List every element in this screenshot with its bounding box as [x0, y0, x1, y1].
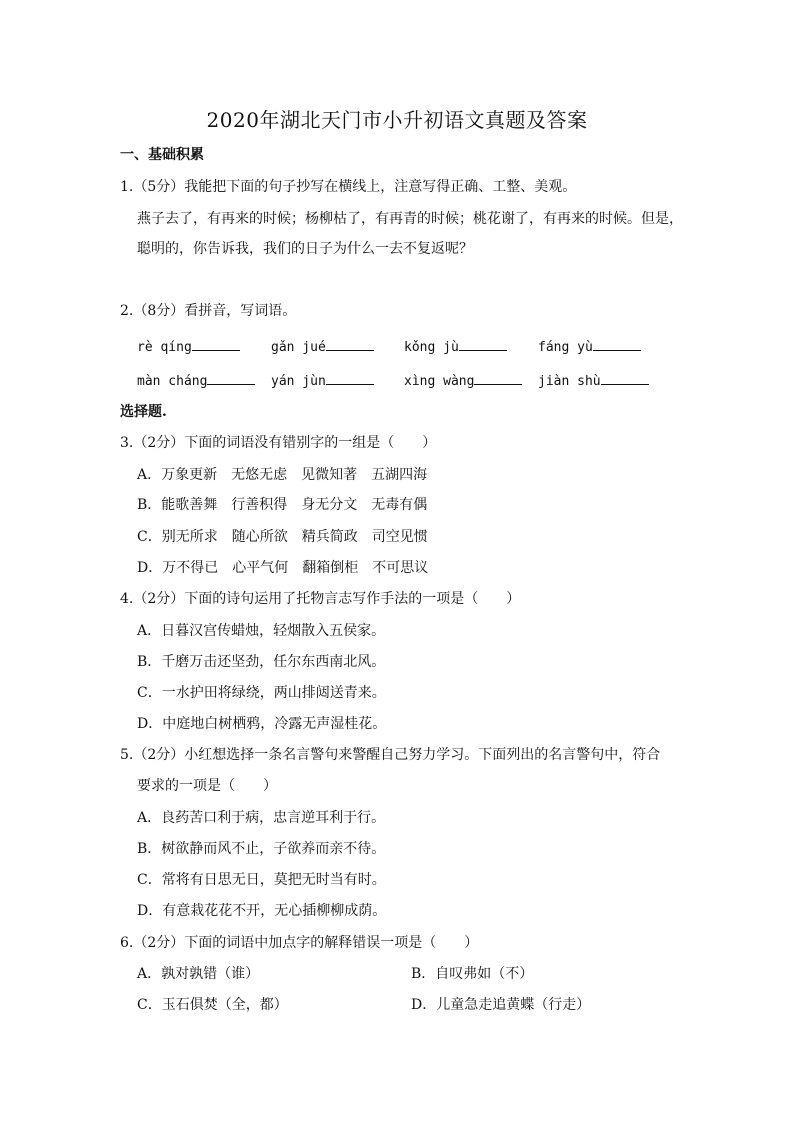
pinyin-text: rè qíng	[137, 340, 192, 355]
pinyin-text: yán jùn	[271, 374, 326, 389]
question-4-option-b[interactable]: B．千磨万击还坚劲，任尔东西南北风。	[137, 654, 386, 670]
answer-blank[interactable]	[326, 372, 374, 385]
question-1-stem: 1.（5分）我能把下面的句子抄写在横线上，注意写得正确、工整、美观。	[120, 179, 577, 195]
question-4-stem: 4.（2分）下面的诗句运用了托物言志写作手法的一项是（ ）	[120, 591, 521, 607]
question-1-passage-line-1: 燕子去了，有再来的时候；杨柳枯了，有再青的时候；桃花谢了，有再来的时候。但是，	[137, 211, 683, 227]
pinyin-text: kǒng jù	[404, 340, 459, 355]
answer-blank[interactable]	[326, 338, 374, 351]
question-5-option-a[interactable]: A．良药苦口利于病，忠言逆耳利于行。	[137, 810, 386, 826]
question-6-option-b[interactable]: B．自叹弗如（不）	[411, 966, 534, 982]
question-3-option-c[interactable]: C．别无所求 随心所欲 精兵简政 司空见惯	[137, 529, 428, 545]
answer-blank[interactable]	[601, 372, 649, 385]
question-3-stem: 3.（2分）下面的词语没有错别字的一组是（ ）	[120, 435, 437, 451]
question-6-stem: 6.（2分）下面的词语中加点字的解释错误一项是（ ）	[120, 935, 479, 951]
pinyin-item	[538, 372, 649, 391]
question-6-option-a[interactable]: A．孰对孰错（谁）	[137, 966, 260, 982]
pinyin-text: fáng yù	[538, 340, 593, 355]
pinyin-item	[271, 372, 374, 391]
document-title: 2020年湖北天门市小升初语文真题及答案	[206, 108, 588, 132]
section-heading-choice: 选择题.	[120, 404, 167, 420]
pinyin-text: màn cháng	[137, 374, 208, 389]
question-4-option-c[interactable]: C．一水护田将绿绕，两山排闼送青来。	[137, 685, 386, 701]
answer-blank[interactable]	[207, 372, 255, 385]
question-5-option-c[interactable]: C．常将有日思无日，莫把无时当有时。	[137, 872, 386, 888]
section-heading-basic: 一、基础积累	[120, 147, 204, 163]
pinyin-item	[271, 338, 374, 357]
question-2-stem: 2.（8分）看拼音，写词语。	[120, 303, 297, 319]
answer-blank[interactable]	[192, 338, 240, 351]
question-5-stem: 5.（2分）小红想选择一条名言警句来警醒自己努力学习。下面列出的名言警句中，符合	[120, 747, 661, 763]
pinyin-text: jiàn shù	[538, 374, 601, 389]
question-3-option-d[interactable]: D．万不得已 心平气何 翻箱倒柜 不可思议	[137, 560, 429, 576]
pinyin-item	[404, 338, 507, 357]
question-4-option-a[interactable]: A．日暮汉宫传蜡烛，轻烟散入五侯家。	[137, 623, 386, 639]
pinyin-text: xìng wàng	[404, 374, 475, 389]
question-6-option-c[interactable]: C．玉石俱焚（全，都）	[137, 997, 288, 1013]
question-5-stem-continued: 要求的一项是（ ）	[137, 778, 277, 794]
pinyin-item	[538, 338, 641, 357]
pinyin-item	[137, 338, 240, 357]
question-6-option-d[interactable]: D．儿童急走追黄蝶（行走）	[411, 997, 591, 1013]
question-3-option-a[interactable]: A．万象更新 无悠无虑 见微知著 五湖四海	[137, 467, 428, 483]
question-5-option-d[interactable]: D．有意栽花花不开，无心插柳柳成荫。	[137, 903, 387, 919]
answer-blank[interactable]	[593, 338, 641, 351]
answer-blank[interactable]	[459, 338, 507, 351]
question-3-option-b[interactable]: B．能歌善舞 行善积得 身无分文 无毒有偶	[137, 497, 428, 513]
question-5-option-b[interactable]: B．树欲静而风不止，子欲养而亲不待。	[137, 841, 386, 857]
answer-blank[interactable]	[474, 372, 522, 385]
question-4-option-d[interactable]: D．中庭地白树栖鸦，冷露无声湿桂花。	[137, 716, 387, 732]
pinyin-item	[404, 372, 522, 391]
pinyin-text: gǎn jué	[271, 340, 326, 355]
question-1-passage-line-2: 聪明的，你告诉我，我们的日子为什么一去不复返呢？	[137, 241, 473, 257]
pinyin-item	[137, 372, 255, 391]
